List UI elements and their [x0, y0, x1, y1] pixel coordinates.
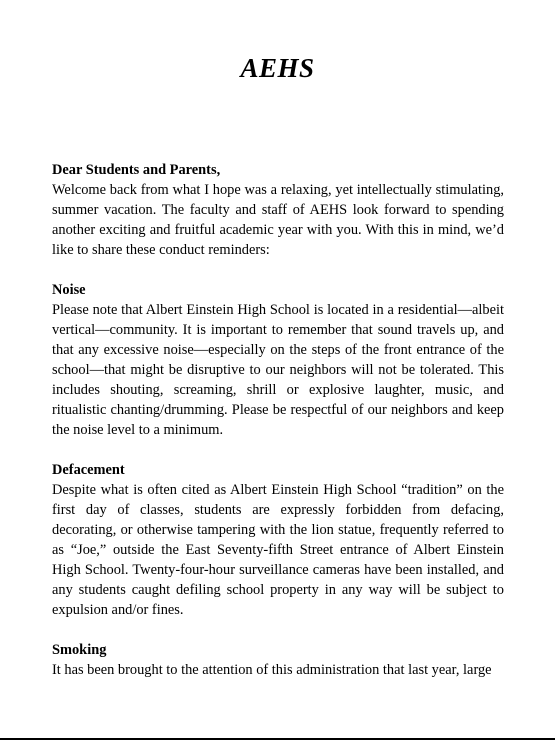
salutation: Dear Students and Parents,: [52, 162, 221, 178]
section-noise: [52, 280, 504, 440]
section-body-noise: Please note that Albert Einstein High School is located in a residential—albeit vertical—community. It is important to remember that sound travels up, and that any excessive noise—especially on the steps of the front entrance of the school—that might be disruptive to our neighbors will not be tolerated. This includes shouting, screaming, shrill or explosive laughter, music, and ritualistic chanting/drumming. Please be respectful of our neighbors and keep the noise level to a minimum.: [52, 302, 504, 438]
section-heading-smoking: Smoking: [52, 642, 107, 658]
section-defacement: [52, 460, 504, 620]
section-heading-noise: Noise: [52, 282, 86, 298]
section-smoking: [52, 640, 504, 680]
page-title: AEHS: [240, 53, 315, 83]
section-body-smoking: It has been brought to the attention of this administration that last year, large: [52, 662, 492, 678]
intro-paragraph: Welcome back from what I hope was a relaxing, yet intellectually stimulating, summer vacation. The faculty and staff of AEHS look forward to spending another exciting and fruitful academic year with you. With this in mind, we’d like to share these conduct reminders:: [52, 182, 504, 258]
letter-body: [52, 160, 504, 680]
section-body-defacement: Despite what is often cited as Albert Einstein High School “tradition” on the first day of classes, students are expressly forbidden from defacing, decorating, or otherwise tampering with the lion statue, frequently referred to as “Joe,” outside the East Seventy-fifth Street entrance of Albert Einstein High School. Twenty-four-hour surveillance cameras have been installed, and any students caught defiling school property in any way will be subject to expulsion and/or fines.: [52, 482, 504, 618]
section-heading-defacement: Defacement: [52, 462, 125, 478]
page-bottom-rule: [0, 738, 555, 740]
